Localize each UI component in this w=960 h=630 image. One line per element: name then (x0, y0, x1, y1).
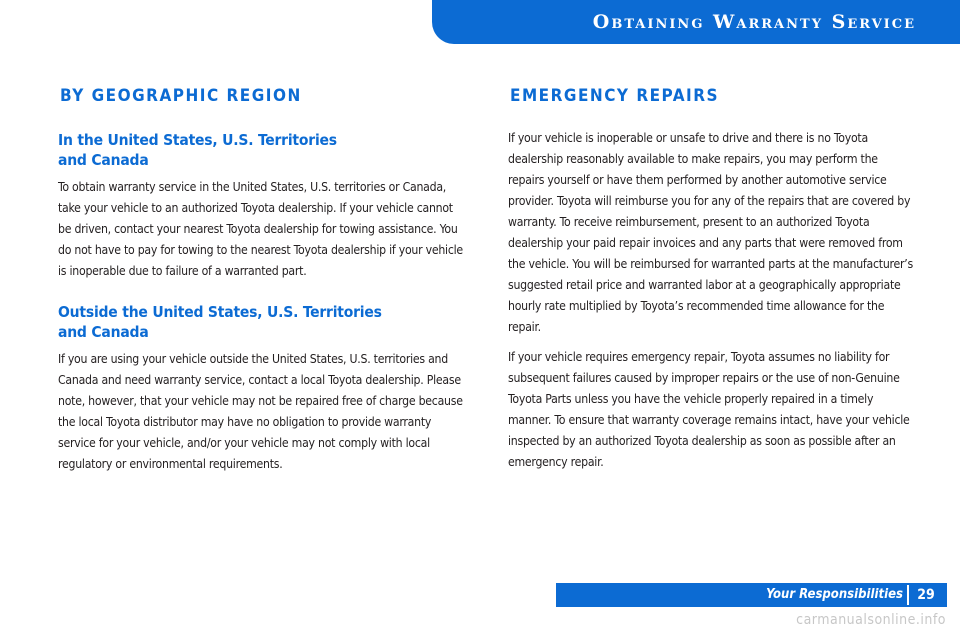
outside-us-subheading (58, 302, 468, 342)
outside-us-section (58, 302, 468, 475)
us-territories-subheading (58, 130, 468, 170)
geographic-region-heading: BY GEOGRAPHIC REGION (60, 86, 302, 106)
watermark: carmanualsonline.info (796, 612, 946, 628)
emergency-repairs-heading: EMERGENCY REPAIRS (510, 86, 720, 106)
right-column (508, 86, 913, 473)
us-territories-section (58, 130, 468, 282)
header-tab (432, 0, 960, 44)
footer-section-label: Your Responsibilities (766, 587, 903, 602)
subheading-line: and Canada (58, 151, 149, 169)
subheading-line: Outside the United States, U.S. Territories (58, 303, 382, 321)
outside-us-paragraph: If you are using your vehicle outside the United States, U.S. territories and Canada and need warranty service, contact a local Toyota dealership. Please note, however, that your vehicle may not be repaired free of charge because the local Toyota distributor may have no obligation to provide warranty service for your vehicle, and/or your vehicle may not comply with local regulatory or environmental requirements. (58, 352, 463, 471)
page-section-title: Obtaining Warranty Service (592, 11, 916, 33)
subheading-line: and Canada (58, 323, 149, 341)
emergency-repairs-paragraph-2: If your vehicle requires emergency repair, Toyota assumes no liability for subsequent failures caused by improper repairs or the use of non-Genuine Toyota Parts unless you have the vehicle properly repaired in a timely manner. To ensure that warranty coverage remains intact, have your vehicle inspected by an authorized Toyota dealership as soon as possible after an emergency repair. (508, 350, 910, 469)
us-territories-paragraph: To obtain warranty service in the United States, U.S. territories or Canada, take your vehicle to an authorized Toyota dealership. If your vehicle cannot be driven, contact your nearest Toyota dealership for towing assistance. You do not have to pay for towing to the nearest Toyota dealership if your vehicle is inoperable due to failure of a warranted part. (58, 180, 463, 278)
page-number: 29 (907, 585, 943, 605)
subheading-line: In the United States, U.S. Territories (58, 131, 337, 149)
footer-bar (556, 583, 947, 607)
left-column (58, 86, 468, 475)
emergency-repairs-paragraph-1: If your vehicle is inoperable or unsafe to drive and there is no Toyota dealership reasonably available to make repairs, you may perform the repairs yourself or have them performed by another automotive service provider. Toyota will reimburse you for any of the repairs that are covered by warranty. To receive reimbursement, present to an authorized Toyota dealership your paid repair invoices and any parts that were removed from the vehicle. You will be reimbursed for warranted parts at the manufacturer’s suggested retail price and warranted labor at a geographically appropriate hourly rate multiplied by Toyota’s recommended time allowance for the repair. (508, 131, 913, 334)
